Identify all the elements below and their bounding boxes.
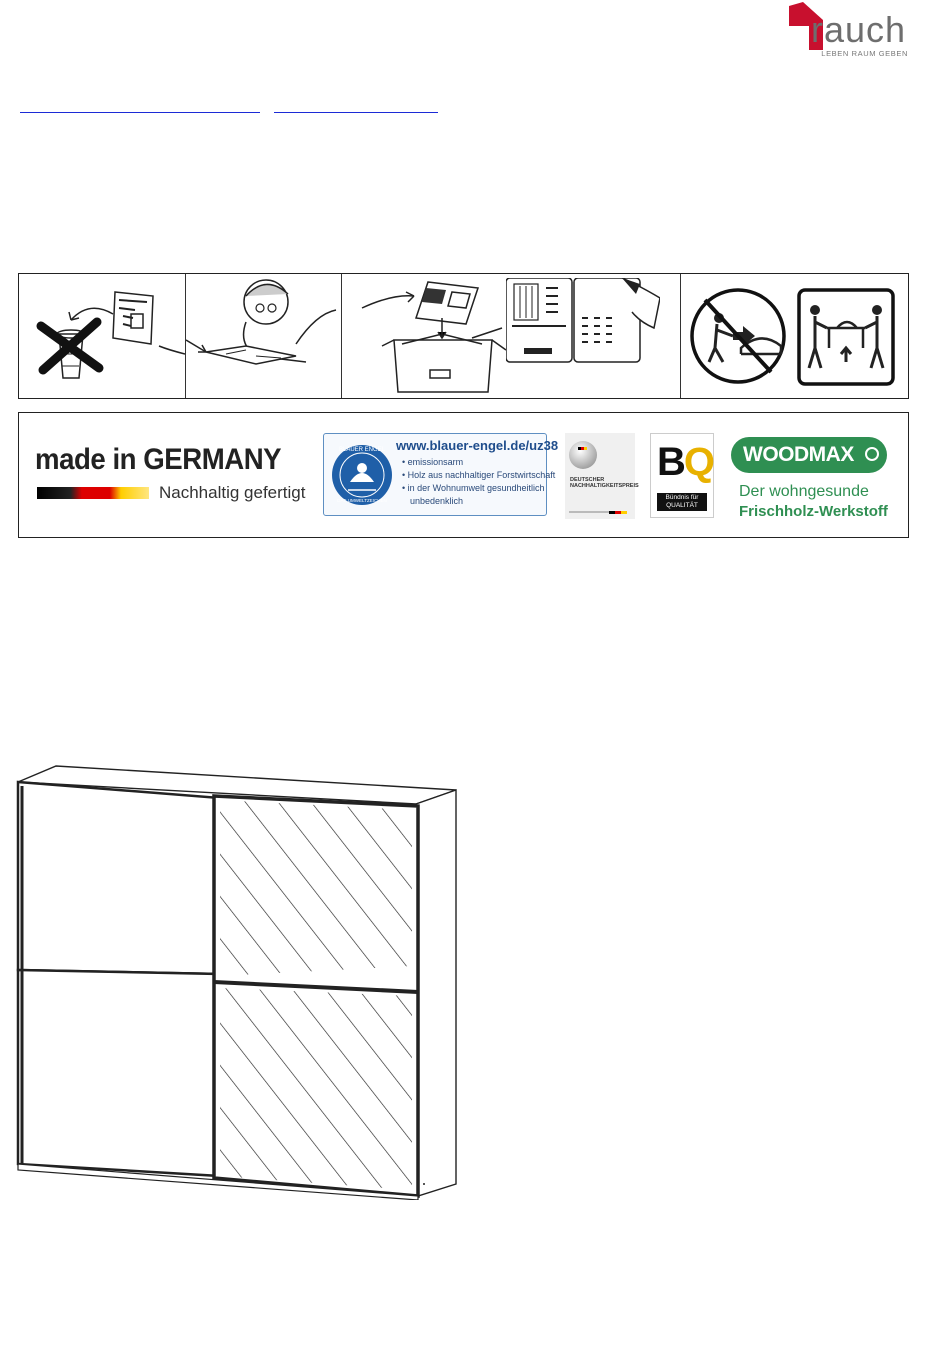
right-door-bottom-mirror bbox=[220, 988, 412, 1190]
brand-logo bbox=[787, 2, 912, 62]
bq-letters bbox=[657, 438, 713, 486]
bq-footer-line1: Bündnis für bbox=[665, 494, 699, 501]
woodmax-dot-icon bbox=[865, 447, 879, 461]
instruction-cell-4 bbox=[681, 274, 908, 398]
list-item: unbedenklich bbox=[410, 496, 464, 506]
link-underline-2[interactable] bbox=[274, 112, 438, 113]
instruction-cell-1 bbox=[19, 274, 186, 398]
brand-tagline: LEBEN RAUM GEBEN bbox=[821, 49, 908, 58]
parts-list-icon bbox=[506, 278, 660, 368]
bq-footer-line2: QUALITÄT bbox=[666, 502, 698, 509]
blauer-engel-badge bbox=[323, 433, 559, 516]
award-bar-icon bbox=[565, 507, 635, 517]
instruction-cell-2 bbox=[186, 274, 342, 398]
bq-footer bbox=[657, 493, 707, 511]
list-item: • in der Wohnumwelt gesundheitlich bbox=[402, 483, 545, 493]
seal-bottom-text: DAS UMWELTZEICHEN bbox=[337, 498, 387, 503]
woodmax-name: WOODMAX bbox=[743, 443, 854, 466]
instruction-cell-3 bbox=[342, 274, 681, 398]
carry-two-persons-icon bbox=[797, 288, 897, 388]
made-in-subtitle: Nachhaltig gefertigt bbox=[159, 483, 306, 502]
seal-top-text: BLAUER ENGEL bbox=[338, 447, 386, 453]
right-door-top-mirror bbox=[220, 800, 412, 976]
bq-letter-b: B bbox=[657, 440, 684, 484]
bq-letter-q: Q bbox=[683, 440, 714, 484]
link-underline-1[interactable] bbox=[20, 112, 260, 113]
woodmax-logo bbox=[731, 437, 887, 473]
blauer-engel-url[interactable]: www.blauer-engel.de/uz38 bbox=[396, 438, 559, 453]
left-door-top bbox=[18, 782, 220, 974]
made-in-title: made in GERMANY bbox=[35, 443, 282, 476]
read-manual-icon bbox=[186, 274, 341, 398]
no-trash-icon bbox=[19, 274, 185, 398]
bq-badge bbox=[650, 433, 714, 518]
wardrobe-side bbox=[416, 790, 456, 1196]
nachhaltigkeitspreis-title: DEUTSCHER NACHHALTIGKEITSPREIS bbox=[570, 477, 639, 489]
nachhaltigkeitspreis-badge bbox=[565, 433, 639, 519]
list-item: • Holz aus nachhaltiger Forstwirtschaft bbox=[402, 470, 556, 480]
instruction-icons-panel bbox=[18, 273, 909, 399]
wardrobe-illustration bbox=[14, 760, 484, 1200]
blauer-engel-bullets bbox=[402, 456, 555, 508]
no-drag-icon bbox=[681, 274, 791, 398]
germany-flag-bar bbox=[37, 487, 149, 499]
award-sphere-icon bbox=[565, 433, 635, 477]
brand-name: rauch bbox=[811, 9, 907, 50]
woodmax-line1: Der wohngesunde bbox=[739, 483, 869, 500]
quality-badges-panel bbox=[18, 412, 909, 538]
list-item: • emissionsarm bbox=[402, 457, 464, 467]
blauer-engel-seal-icon bbox=[330, 438, 394, 512]
woodmax-line2: Frischholz-Werkstoff bbox=[739, 503, 888, 520]
left-door-bottom bbox=[18, 970, 220, 1176]
